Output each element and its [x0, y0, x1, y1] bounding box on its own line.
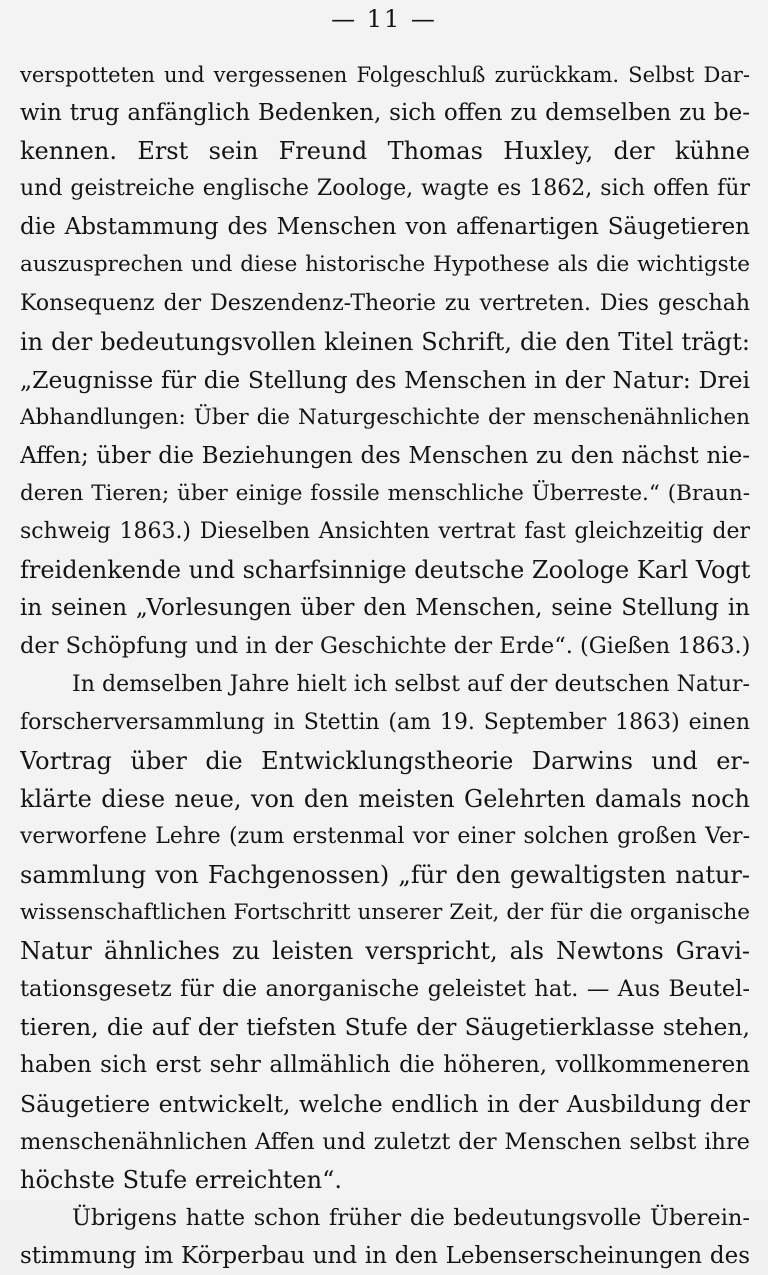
text-line: Abhandlungen: Über die Naturgeschichte der menschenähnlichen	[20, 404, 750, 430]
text-line: schweig 1863.) Dieselben Ansichten vertrat fast gleichzeitig der	[20, 519, 750, 545]
text-line: stimmung im Körperbau und in den Lebenserscheinungen des	[20, 1242, 750, 1269]
text-line: „Zeugnisse für die Stellung des Menschen in der Natur: Drei	[20, 365, 750, 394]
text-line: kennen. Erst sein Freund Thomas Huxley, der kühne	[20, 137, 750, 166]
text-line: in seinen „Vorlesungen über den Menschen, seine Stellung in	[20, 595, 750, 622]
text-line: der Schöpfung und in der Geschichte der Erde“. (Gießen 1863.)	[20, 633, 750, 660]
text-line: tationsgesetz für die anorganische geleistet hat. — Aus Beutel-	[20, 976, 750, 1003]
text-line: forscherversammlung in Stettin (am 19. September 1863) einen	[20, 709, 750, 735]
text-line: Konsequenz der Deszendenz-Theorie zu vertreten. Dies geschah	[20, 290, 750, 316]
text-line: Natur ähnliches zu leisten verspricht, als Newtons Gravi-	[20, 937, 750, 966]
text-line: menschenähnlichen Affen und zuletzt der Menschen selbst ihre	[20, 1128, 750, 1155]
text-line: Affen; über die Beziehungen des Menschen zu den nächst nie-	[20, 442, 750, 469]
text-line: wissenschaftlichen Fortschritt unserer Zeit, der für die organische	[20, 900, 750, 926]
text-line: Vortrag über die Entwicklungstheorie Darwins und er-	[20, 746, 750, 775]
text-line: deren Tieren; über einige fossile menschliche Überreste.“ (Braun-	[20, 481, 750, 507]
text-line: Säugetiere entwickelt, welche endlich in der Ausbildung der	[20, 1089, 750, 1118]
text-line: In demselben Jahre hielt ich selbst auf der deutschen Natur-	[72, 671, 750, 697]
text-line: haben sich erst sehr allmählich die höheren, vollkommeneren	[20, 1052, 750, 1079]
text-line: sammlung von Fachgenossen) „für den gewaltigsten natur-	[20, 860, 750, 889]
text-line: freidenkende und scharfsinnige deutsche Zoologe Karl Vogt	[20, 556, 750, 585]
text-line: verspotteten und vergessenen Folgeschluß zurückkam. Selbst Dar-	[20, 63, 750, 87]
body-text	[20, 56, 750, 1275]
text-line: höchste Stufe erreichten“.	[20, 1165, 342, 1194]
text-line: verworfene Lehre (zum erstenmal vor einer solchen großen Ver-	[20, 823, 750, 849]
text-line: in der bedeutungsvollen kleinen Schrift, die den Titel trägt:	[20, 327, 750, 356]
text-line: und geistreiche englische Zoologe, wagte es 1862, sich offen für	[20, 176, 750, 202]
text-line: win trug anfänglich Bedenken, sich offen zu demselben zu be-	[20, 100, 750, 127]
text-line: klärte diese neue, von den meisten Gelehrten damals noch	[20, 784, 750, 813]
text-line: die Abstammung des Menschen von affenartigen Säugetieren	[20, 214, 750, 241]
text-line: auszusprechen und diese historische Hypothese als die wichtigste	[20, 252, 750, 278]
text-line: Übrigens hatte schon früher die bedeutungsvolle Überein-	[72, 1204, 750, 1231]
page-number: — 11 —	[331, 5, 437, 33]
text-line: tieren, die auf der tiefsten Stufe der Säugetierklasse stehen,	[20, 1013, 750, 1042]
